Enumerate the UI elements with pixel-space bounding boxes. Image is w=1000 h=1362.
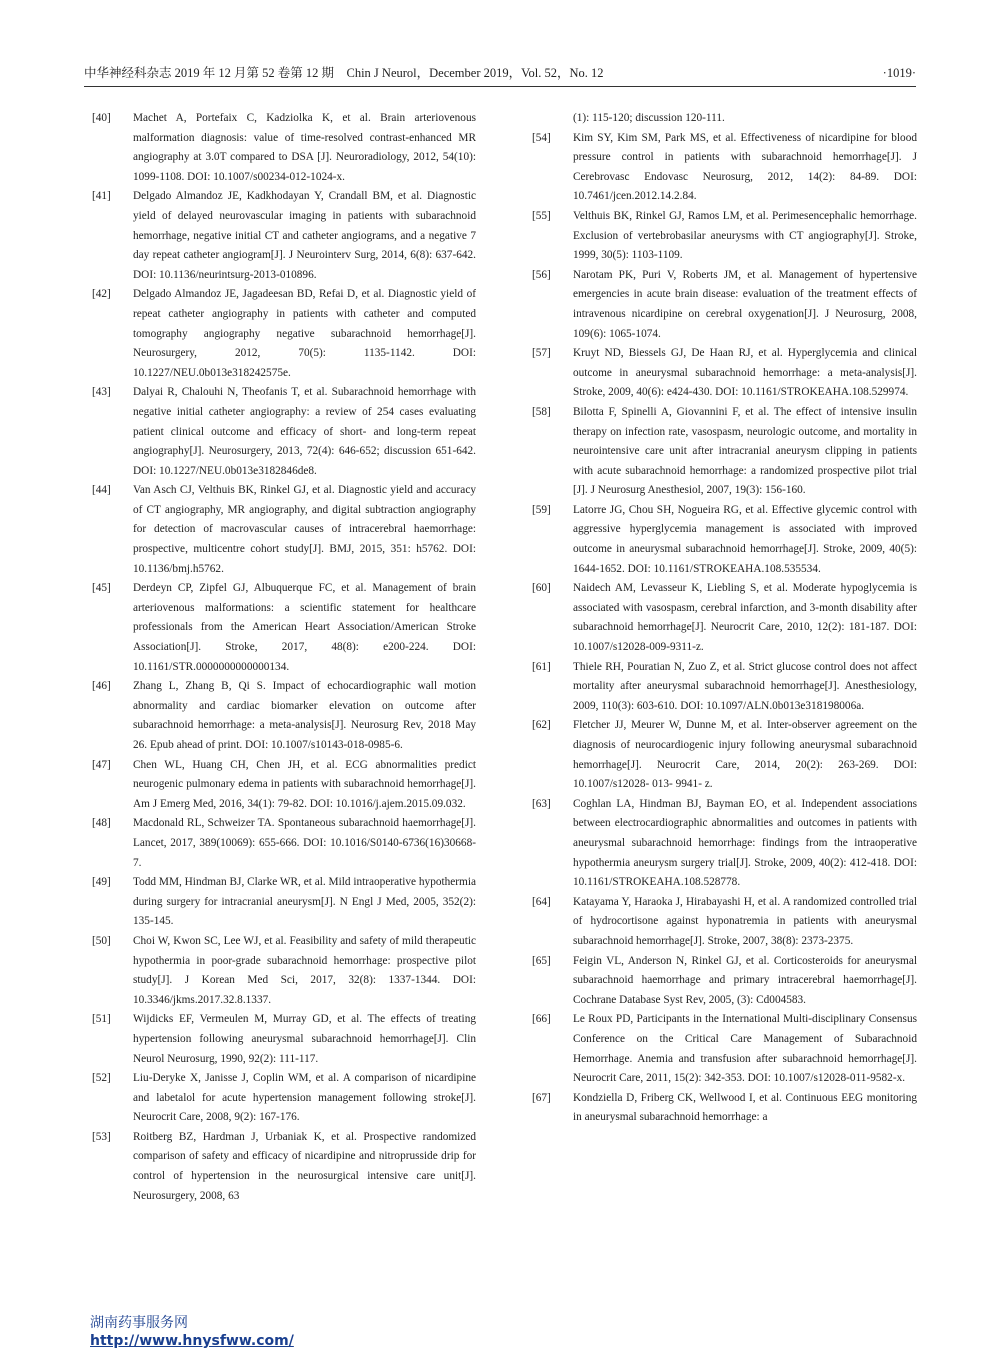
reference-entry (532, 579, 917, 657)
running-header (84, 64, 916, 87)
site-url-link[interactable]: http://www.hnysfww.com/ (90, 1333, 294, 1349)
reference-entry (92, 383, 476, 481)
reference-column-right (532, 109, 917, 1128)
reference-number: [58] (532, 405, 551, 418)
reference-entry (92, 1010, 476, 1069)
reference-entry (92, 109, 476, 187)
reference-entry (92, 579, 476, 677)
reference-number: [40] (92, 112, 111, 124)
reference-entry (92, 873, 476, 932)
reference-entry (532, 403, 917, 501)
reference-entry (532, 716, 917, 794)
reference-text: Macdonald RL, Schweizer TA. Spontaneous subarachnoid haemorrhage[J]. Lancet, 2017, 389(10069): 655-666. DOI: 10.1016/S0140-6736(16)30668-7. (133, 817, 476, 869)
reference-number: [55] (532, 209, 551, 222)
reference-entry (92, 481, 476, 579)
reference-number: [63] (532, 797, 551, 810)
reference-number: [46] (92, 680, 111, 693)
reference-text: Bilotta F, Spinelli A, Giovannini F, et al. The effect of intensive insulin therapy on infection rate, vasospasm, neurologic outcome, and mortality in neurointensive care unit after intracranial aneurysm clipping in patients with acute subarachnoid hemorrhage: a randomized prospective pilot trial [J]. J Neurosurg Anesthesiol, 2007, 19(3): 156-160. (573, 405, 917, 497)
reference-number: [57] (532, 347, 551, 360)
reference-text: Feigin VL, Anderson N, Rinkel GJ, et al. Corticosteroids for aneurysmal subarachnoid haemorrhage and primary intracerebral haemorrhage[J]. Cochrane Database Syst Rev, 2005, (3): Cd004583. (573, 954, 917, 1006)
reference-text: Kim SY, Kim SM, Park MS, et al. Effectiveness of nicardipine for blood pressure control in patients with subarachnoid hemorrhage[J]. J Cerebrovasc Endovasc Neurosurg, 2012, 14(2): 84-89. DOI: 10.7461/jcen.2012.14.2.84. (573, 131, 917, 203)
reference-text: Delgado Almandoz JE, Jagadeesan BD, Refai D, et al. Diagnostic yield of repeat catheter angiography in patients with catheter and computed tomography angiography negative subarachnoid hemorrhage[J]. Neurosurgery, 2012, 70(5): 1135-1142. DOI: 10.1227/NEU.0b013e318242575e. (133, 288, 476, 379)
reference-entry (532, 893, 917, 952)
reference-text: Derdeyn CP, Zipfel GJ, Albuquerque FC, et al. Management of brain arteriovenous malformations: a scientific statement for healthcare professionals from the American Heart Association/American Stroke Association[J]. Stroke, 2017, 48(8): e200-224. DOI: 10.1161/STR.0000000000000134. (133, 582, 476, 673)
reference-number: [42] (92, 288, 111, 301)
reference-text: Kondziella D, Friberg CK, Wellwood I, et al. Continuous EEG monitoring in aneurysmal subarachnoid hemorrhage: a (573, 1091, 917, 1124)
reference-number: [48] (92, 817, 111, 830)
reference-number: [43] (92, 386, 111, 399)
reference-number: [61] (532, 660, 551, 673)
reference-text: Coghlan LA, Hindman BJ, Bayman EO, et al. Independent associations between electrocardiographic abnormalities and outcomes in patients with aneurysmal subarachnoid hemorrhage: findings from the intraoperative hypothermia aneurysm surgery trial[J]. Stroke, 2009, 40(2): 412-418. DOI: 10.1161/STROKEAHA.108.528778. (573, 797, 917, 889)
page-number: ·1019· (882, 66, 916, 80)
reference-entry (92, 932, 476, 1010)
reference-number: [49] (92, 876, 111, 889)
journal-citation: 中华神经科杂志 2019 年 12 月第 52 卷第 12 期 Chin J Neurol，December 2019，Vol. 52，No. 12 (84, 66, 604, 80)
reference-entry (532, 501, 917, 579)
reference-text: (1): 115-120; discussion 120-111. (573, 112, 725, 124)
reference-number: [51] (92, 1013, 111, 1026)
reference-entry (532, 109, 917, 129)
reference-text: Le Roux PD, Participants in the International Multi-disciplinary Consensus Conference on the Critical Care Management of Subarachnoid Hemorrhage. Anemia and transfusion after subarachnoid hemorrhage[J]. Neurocrit Care, 2011, 15(2): 342-353. DOI: 10.1007/s12028-011-9582-x. (573, 1013, 917, 1085)
reference-text: Choi W, Kwon SC, Lee WJ, et al. Feasibility and safety of mild therapeutic hypothermia in poor-grade subarachnoid hemorrhage: prospective pilot study[J]. J Korean Med Sci, 2017, 32(8): 1337-1344. DOI: 10.3346/jkms.2017.32.8.1337. (133, 934, 476, 1006)
reference-entry (92, 677, 476, 755)
reference-number: [47] (92, 758, 111, 771)
reference-text: Kruyt ND, Biessels GJ, De Haan RJ, et al. Hyperglycemia and clinical outcome in aneurysmal subarachnoid hemorrhage: a meta-analysis[J]. Stroke, 2009, 40(6): e424-430. DOI: 10.1161/STROKEAHA.108.529974. (573, 347, 917, 399)
reference-entry (92, 814, 476, 873)
reference-number: [60] (532, 582, 551, 595)
reference-text: Todd MM, Hindman BJ, Clarke WR, et al. Mild intraoperative hypothermia during surgery for intracranial aneurysm[J]. N Engl J Med, 2005, 352(2): 135-145. (133, 876, 476, 928)
reference-entry (92, 1069, 476, 1128)
reference-number: [66] (532, 1013, 551, 1026)
reference-text: Roitberg BZ, Hardman J, Urbaniak K, et al. Prospective randomized comparison of safety and efficacy of nicardipine and nitroprusside drip for control of hypertension in the neurosurgical intensive care unit[J]. Neurosurgery, 2008, 63 (133, 1130, 476, 1202)
reference-number: [53] (92, 1130, 111, 1143)
reference-number: [41] (92, 190, 111, 203)
reference-text: Velthuis BK, Rinkel GJ, Ramos LM, et al. Perimesencephalic hemorrhage. Exclusion of vertebrobasilar aneurysms with CT angiography[J]. Stroke, 1999, 30(5): 1103-1109. (573, 209, 917, 262)
reference-entry (92, 187, 476, 285)
reference-text: Liu-Deryke X, Janisse J, Coplin WM, et al. A comparison of nicardipine and labetalol for acute hypertension management following stroke[J]. Neurocrit Care, 2008, 9(2): 167-176. (133, 1072, 476, 1124)
reference-entry (92, 1128, 476, 1206)
site-name: 湖南药事服务网 (90, 1315, 188, 1331)
reference-entry (532, 952, 917, 1011)
reference-text: Dalyai R, Chalouhi N, Theofanis T, et al. Subarachnoid hemorrhage with negative initial catheter angiography: a review of 254 cases evaluating patient clinical outcome and efficacy of short- and long-term repeat angiography[J]. Neurosurgery, 2013, 72(4): 646-652; discussion 651-642. DOI: 10.1227/NEU.0b013e3182846de8. (133, 386, 476, 477)
reference-entry (532, 344, 917, 403)
reference-text: Delgado Almandoz JE, Kadkhodayan Y, Crandall BM, et al. Diagnostic yield of delayed neurovascular imaging in patients with subarachnoid hemorrhage, negative initial CT and catheter angiograms, and a negative 7 day repeat catheter angiogram[J]. J Neurointerv Surg, 2014, 6(8): 637-642. DOI: 10.1136/neurintsurg-2013-010896. (133, 190, 476, 281)
reference-text: Latorre JG, Chou SH, Nogueira RG, et al. Effective glycemic control with aggressive hyperglycemia management is associated with improved outcome in aneurysmal subarachnoid hemorrhage[J]. Stroke, 2009, 40(5): 1644-1652. DOI: 10.1161/STROKEAHA.108.535534. (573, 503, 917, 575)
reference-text: Wijdicks EF, Vermeulen M, Murray GD, et al. The effects of treating hypertension following aneurysmal subarachnoid hemorrhage[J]. Clin Neurol Neurosurg, 1990, 92(2): 111-117. (133, 1013, 476, 1065)
reference-entry (532, 1089, 917, 1128)
reference-number: [45] (92, 582, 111, 595)
reference-number: [50] (92, 934, 111, 947)
reference-text: Naidech AM, Levasseur K, Liebling S, et al. Moderate hypoglycemia is associated with vasospasm, cerebral infarction, and 3-month disability after subarachnoid hemorrhage[J]. Neurocrit Care, 2010, 12(2): 181-187. DOI: 10.1007/s12028-009-9311-z. (573, 582, 917, 654)
reference-number: [59] (532, 503, 551, 516)
reference-number: [54] (532, 131, 551, 144)
reference-number: [56] (532, 268, 551, 281)
watermark-footer (90, 1314, 294, 1350)
reference-column-left (92, 109, 476, 1206)
reference-text: Van Asch CJ, Velthuis BK, Rinkel GJ, et al. Diagnostic yield and accuracy of CT angiography, MR angiography, and digital subtraction angiography for detection of macrovascular causes of intracerebral haemorrhage: prospective, multicentre cohort study[J]. BMJ, 2015, 351: h5762. DOI: 10.1136/bmj.h5762. (133, 484, 476, 575)
reference-entry (532, 795, 917, 893)
reference-number: [64] (532, 895, 551, 908)
reference-number: [62] (532, 719, 551, 732)
reference-entry (532, 266, 917, 344)
reference-number: [44] (92, 484, 111, 497)
reference-entry (92, 756, 476, 815)
reference-entry (532, 1010, 917, 1088)
reference-entry (532, 207, 917, 266)
reference-number: [52] (92, 1072, 111, 1085)
reference-entry (92, 285, 476, 383)
reference-entry (532, 658, 917, 717)
reference-text: Katayama Y, Haraoka J, Hirabayashi H, et al. A randomized controlled trial of hydrocortisone against hyponatremia in patients with aneurysmal subarachnoid hemorrhage[J]. Stroke, 2007, 38(8): 2373-2375. (573, 895, 917, 947)
reference-text: Chen WL, Huang CH, Chen JH, et al. ECG abnormalities predict neurogenic pulmonary edema in patients with subarachnoid hemorrhage[J]. Am J Emerg Med, 2016, 34(1): 79-82. DOI: 10.1016/j.ajem.2015.09.032. (133, 758, 476, 810)
reference-text: Fletcher JJ, Meurer W, Dunne M, et al. Inter-observer agreement on the diagnosis of neurocardiogenic injury following aneurysmal subarachnoid hemorrhage[J]. Neurocrit Care, 2014, 20(2): 263-269. DOI: 10.1007/s12028- 013- 9941- z. (573, 719, 917, 791)
reference-text: Zhang L, Zhang B, Qi S. Impact of echocardiographic wall motion abnormality and cardiac biomarker elevation on outcome after subarachnoid hemorrhage: a meta-analysis[J]. Neurosurg Rev, 2018 May 26. Epub ahead of print. DOI: 10.1007/s10143-018-0985-6. (133, 680, 476, 751)
reference-number: [65] (532, 954, 551, 967)
reference-number: [67] (532, 1091, 551, 1104)
reference-entry (532, 129, 917, 207)
reference-text: Thiele RH, Pouratian N, Zuo Z, et al. Strict glucose control does not affect mortality after aneurysmal subarachnoid hemorrhage[J]. Anesthesiology, 2009, 110(3): 603-610. DOI: 10.1097/ALN.0b013e318198006a. (573, 660, 917, 712)
reference-text: Narotam PK, Puri V, Roberts JM, et al. Management of hypertensive emergencies in acute brain disease: evaluation of the treatment effects of intravenous nicardipine on cerebral oxygenation[J]. J Neurosurg, 2008, 109(6): 1065-1074. (573, 268, 917, 340)
reference-text: Machet A, Portefaix C, Kadziolka K, et al. Brain arteriovenous malformation diagnosis: value of time-resolved contrast-enhanced MR angiography at 3.0T compared to DSA [J]. Neuroradiology, 2012, 54(10): 1099-1108. DOI: 10.1007/s00234-012-1024-x. (133, 112, 476, 183)
